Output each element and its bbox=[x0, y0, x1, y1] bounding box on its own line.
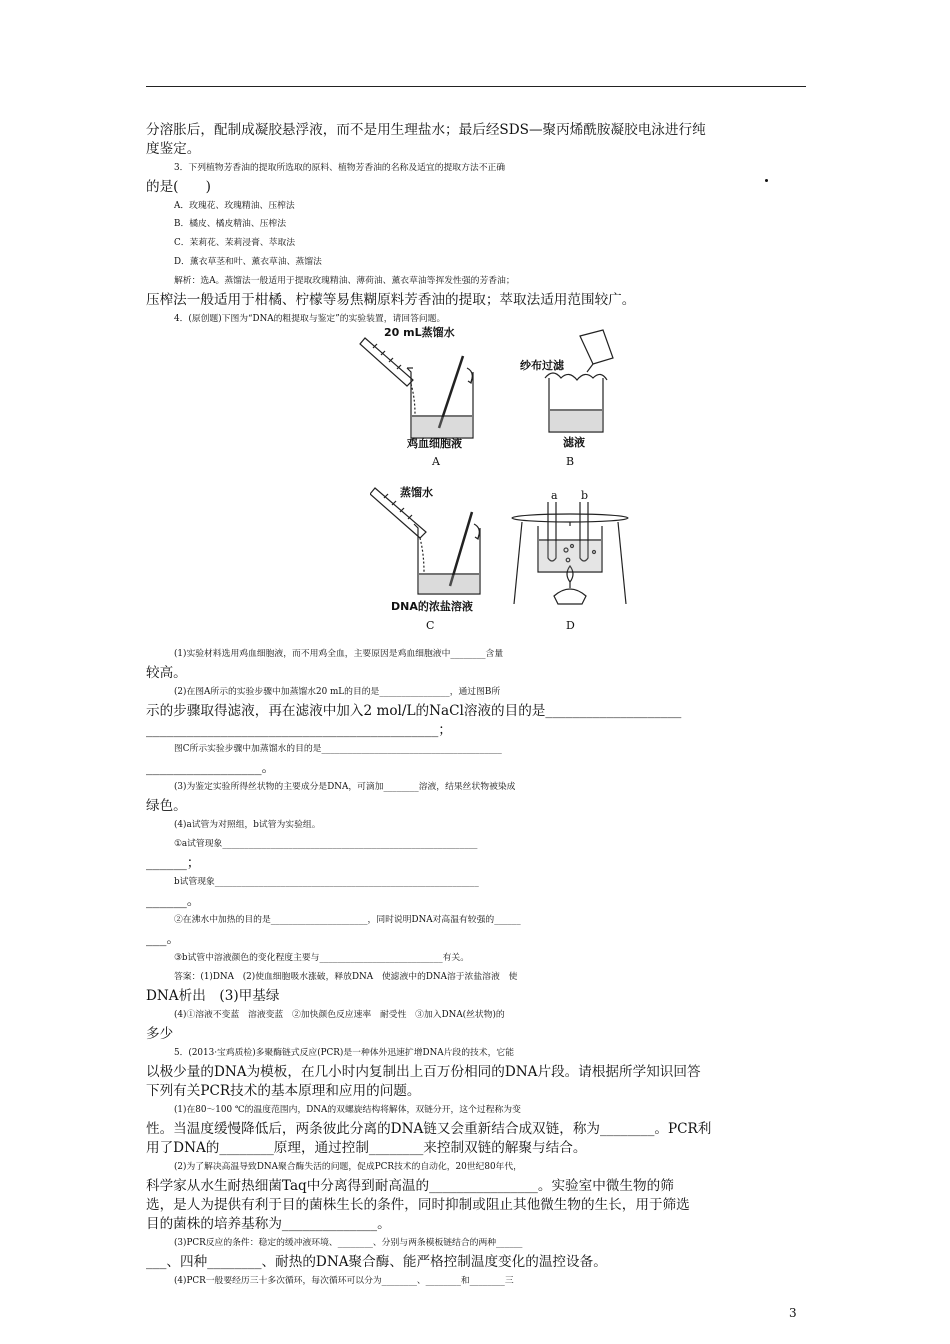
text-line: 较高。 bbox=[146, 665, 187, 681]
analysis-line: 解析：选A。蒸馏法一般适用于提取玫瑰精油、薄荷油、薰衣草油等挥发性强的芳香油； bbox=[174, 276, 515, 286]
text-line: (1)实验材料选用鸡血细胞液，而不用鸡全血，主要原因是鸡血细胞液中________含量 bbox=[174, 649, 504, 659]
text-line: (3)为鉴定实验所得丝状物的主要成分是DNA，可滴加________溶液，结果丝状物被染成 bbox=[174, 782, 516, 792]
text-line: ___、四种________、耐热的DNA聚合酶、能严格控制温度变化的温控设备。 bbox=[146, 1254, 607, 1270]
text-line: 以极少量的DNA为模板，在几小时内复制出上百万份相同的DNA片段。请根据所学知识回答 bbox=[146, 1064, 701, 1080]
text-line: 的是( ) bbox=[146, 179, 211, 195]
apparatus-d-drawing bbox=[508, 500, 632, 610]
answer-line: DNA析出 (3)甲基绿 bbox=[146, 988, 280, 1004]
label-b-top: 纱布过滤 bbox=[520, 359, 564, 372]
text-line: ③b试管中溶液颜色的变化程度主要与____________________________有关。 bbox=[174, 953, 470, 963]
text-line: 目的菌株的培养基称为______________。 bbox=[146, 1216, 391, 1232]
text-line: (4)a试管为对照组，b试管为实验组。 bbox=[174, 820, 321, 830]
apparatus-b-drawing bbox=[535, 328, 625, 438]
text-line: 度鉴定。 bbox=[146, 141, 201, 157]
label-d-tube-b: b bbox=[581, 489, 589, 502]
text-line: 科学家从水生耐热细菌Taq中分离得到耐高温的________________。实验室中微生物的筛 bbox=[146, 1178, 674, 1194]
page-number: 3 bbox=[789, 1306, 797, 1320]
text-line: ①a试管现象__________________________________________________________ bbox=[174, 839, 478, 849]
label-c-top: 蒸馏水 bbox=[400, 486, 433, 499]
text-line: ______； bbox=[146, 855, 201, 871]
text-line: b试管现象____________________________________________________________ bbox=[174, 877, 479, 887]
text-line: _________________。 bbox=[146, 760, 276, 776]
label-a-bottom: 鸡血细胞液 bbox=[407, 437, 462, 450]
label-d-tube-a: a bbox=[551, 489, 558, 502]
option-c: C．茉莉花、茉莉浸膏、萃取法 bbox=[174, 238, 296, 248]
label-a-letter: A bbox=[432, 455, 440, 468]
text-line: ___。 bbox=[146, 931, 180, 947]
answer-line: 答案：(1)DNA (2)使血细胞吸水涨破，释放DNA 使滤液中的DNA溶于浓盐溶液 使 bbox=[174, 972, 518, 982]
text-line: 绿色。 bbox=[146, 798, 187, 814]
text-line: (2)在图A所示的实验步骤中加蒸馏水20 mL的目的是________________，通过图B所 bbox=[174, 687, 501, 697]
label-d-letter: D bbox=[566, 619, 575, 632]
text-line: ②在沸水中加热的目的是______________________，同时说明DNA对高温有较强的______ bbox=[174, 915, 521, 925]
text-line: 下列有关PCR技术的基本原理和应用的问题。 bbox=[146, 1083, 421, 1099]
question-4-stem: 4．(原创题)下图为“DNA的粗提取与鉴定”的实验装置，请回答问题。 bbox=[174, 314, 446, 324]
text-line: 用了DNA的________原理，通过控制________来控制双链的解聚与结合。 bbox=[146, 1140, 587, 1156]
option-b: B．橘皮、橘皮精油、压榨法 bbox=[174, 219, 287, 229]
option-d: D．薰衣草茎和叶、薰衣草油、蒸馏法 bbox=[174, 257, 322, 267]
option-a: A．玫瑰花、玫瑰精油、压榨法 bbox=[174, 201, 295, 211]
label-b-letter: B bbox=[566, 455, 575, 468]
text-line: 分溶胀后，配制成凝胶悬浮液，而不是用生理盐水；最后经SDS—聚丙烯酰胺凝胶电泳进行纯 bbox=[146, 122, 706, 138]
header-rule bbox=[146, 86, 806, 87]
question-5-stem: 5．(2013·宝鸡质检)多聚酶链式反应(PCR)是一种体外迅速扩增DNA片段的技术，它能 bbox=[174, 1048, 514, 1058]
question-3-stem: 3．下列植物芳香油的提取所选取的原料、植物芳香油的名称及适宜的提取方法不正确 bbox=[174, 163, 506, 173]
label-b-bottom: 滤液 bbox=[563, 436, 585, 449]
text-line: ______。 bbox=[146, 893, 201, 909]
text-line: (2)为了解决高温导致DNA聚合酶失活的问题，促成PCR技术的自动化，20世纪80年代， bbox=[174, 1162, 522, 1172]
text-line: 性。当温度缓慢降低后，两条彼此分离的DNA链又会重新结合成双链，称为________。PCR利 bbox=[146, 1121, 712, 1137]
emphasis-dot bbox=[765, 179, 768, 182]
text-line: 示的步骤取得滤液，再在滤液中加入2 mol/L的NaCl溶液的目的是____________________ bbox=[146, 703, 682, 719]
answer-line: 多少 bbox=[146, 1026, 174, 1042]
label-c-bottom: DNA的浓盐溶液 bbox=[391, 600, 473, 613]
text-line: 选，是人为提供有利于目的菌株生长的条件，同时抑制或阻止其他微生物的生长，用于筛选 bbox=[146, 1197, 690, 1213]
analysis-line: 压榨法一般适用于柑橘、柠檬等易焦糊原料芳香油的提取；萃取法适用范围较广。 bbox=[146, 292, 636, 308]
label-c-letter: C bbox=[426, 619, 435, 632]
text-line: ___________________________________________； bbox=[146, 722, 452, 738]
text-line: (1)在80～100 ℃的温度范围内，DNA的双螺旋结构将解体，双链分开，这个过程称为变 bbox=[174, 1105, 521, 1115]
answer-line: (4)①溶液不变蓝 溶液变蓝 ②加快颜色反应速率 耐受性 ③加入DNA(丝状物)的 bbox=[174, 1010, 505, 1020]
apparatus-a-drawing bbox=[355, 328, 485, 443]
label-a-top: 20 mL蒸馏水 bbox=[384, 326, 455, 339]
text-line: (3)PCR反应的条件：稳定的缓冲液环境、________、分别与两条模板链结合的两种______ bbox=[174, 1238, 523, 1248]
text-line: (4)PCR一般要经历三十多次循环，每次循环可以分为________、________和________三 bbox=[174, 1276, 514, 1286]
text-line: 图C所示实验步骤中加蒸馏水的目的是_________________________________________ bbox=[174, 744, 502, 754]
